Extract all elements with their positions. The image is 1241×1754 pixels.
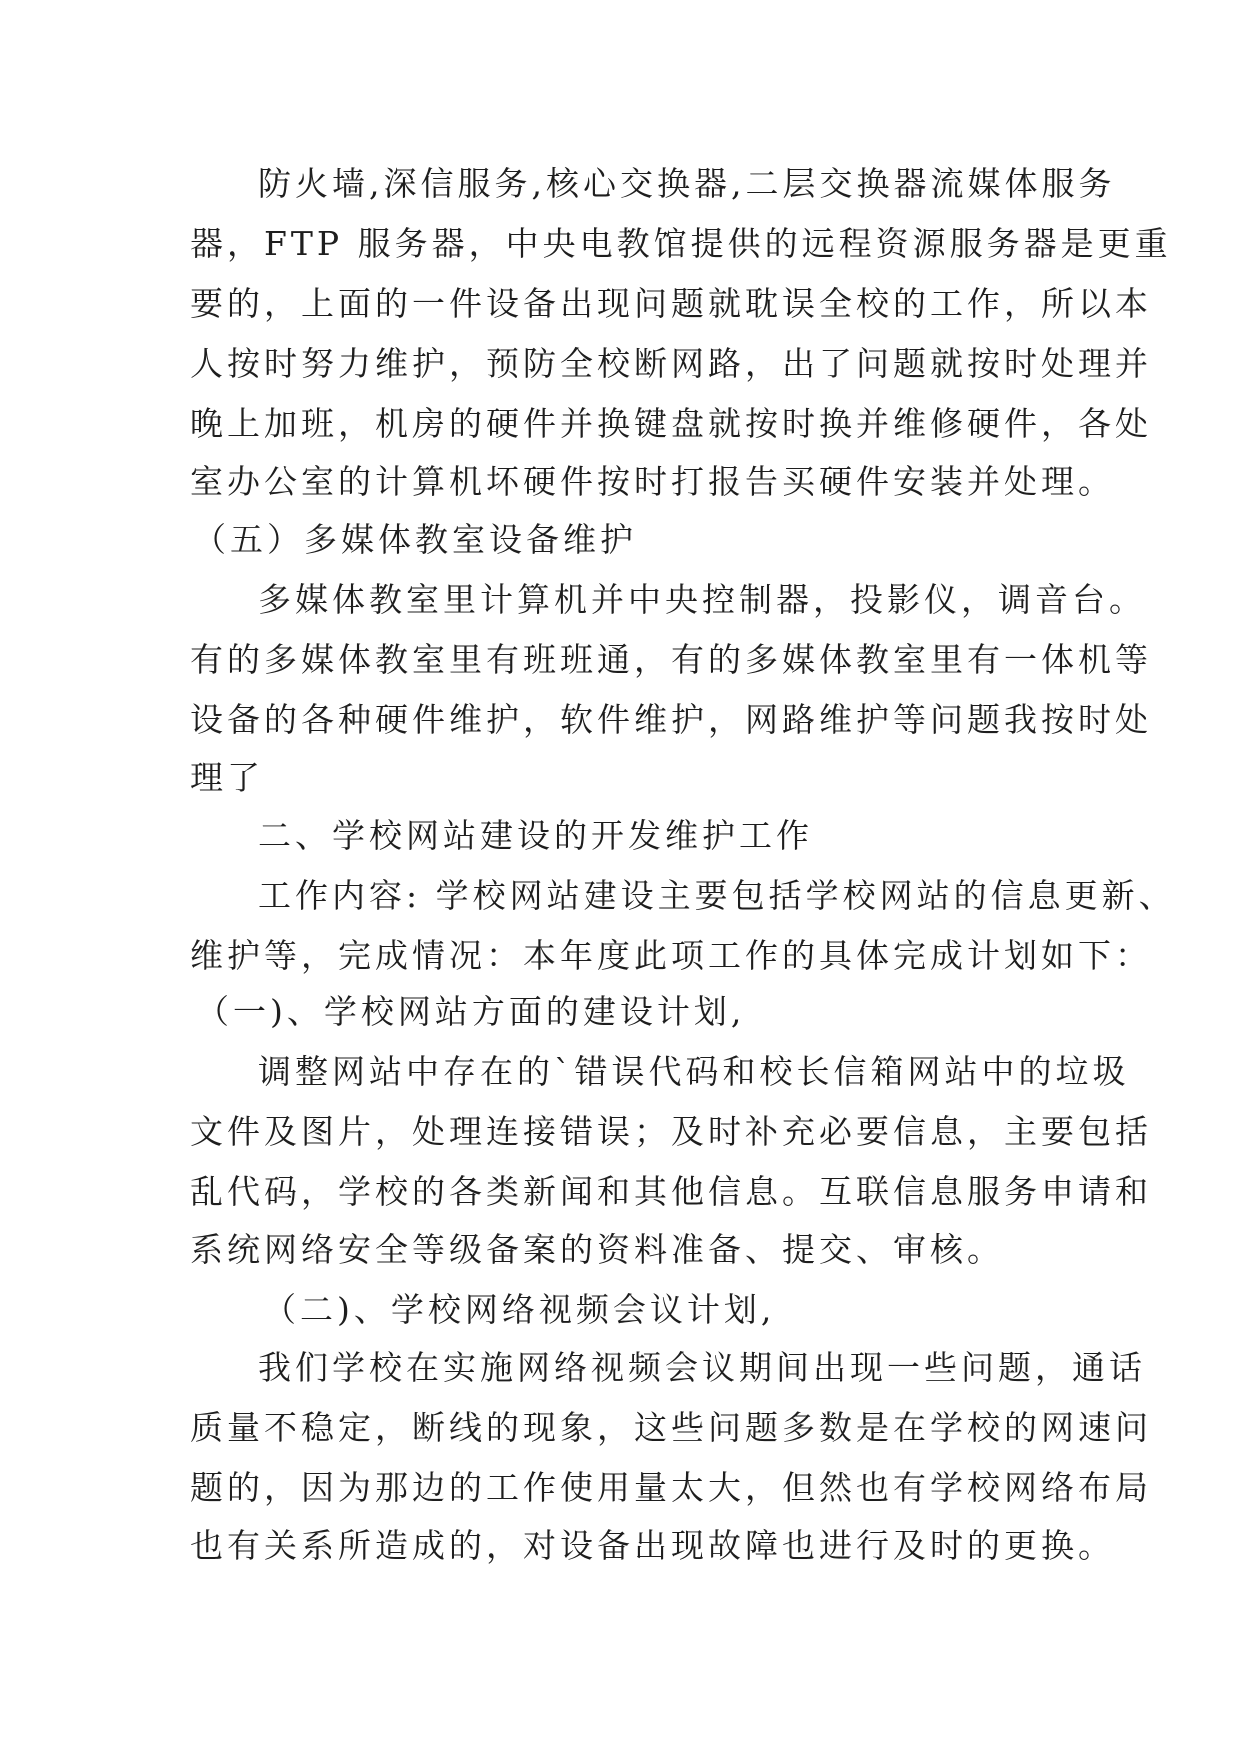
section-heading: 二、学校网站建设的开发维护工作 (258, 816, 813, 855)
paragraph-line: 题的，因为那边的工作使用量太大，但然也有学校网络布局 (190, 1468, 1152, 1507)
paragraph-line: 设备的各种硬件维护，软件维护，网路维护等问题我按时处 (190, 700, 1152, 739)
paragraph-line: 我们学校在实施网络视频会议期间出现一些问题，通话 (258, 1348, 1146, 1387)
paragraph-line: 有的多媒体教室里有班班通，有的多媒体教室里有一体机等 (190, 640, 1152, 679)
paragraph-line: 多媒体教室里计算机并中央控制器，投影仪，调音台。 (258, 580, 1146, 619)
paragraph-line: 乱代码，学校的各类新闻和其他信息。互联信息服务申请和 (190, 1172, 1152, 1211)
paragraph-line: 文件及图片，处理连接错误；及时补充必要信息，主要包括 (190, 1112, 1152, 1151)
paragraph-line: 室办公室的计算机坏硬件按时打报告买硬件安装并处理。 (190, 462, 1115, 501)
section-heading: （五）多媒体教室设备维护 (193, 520, 637, 559)
paragraph-line: 质量不稳定，断线的现象，这些问题多数是在学校的网速问 (190, 1408, 1152, 1447)
paragraph-line: 调整网站中存在的`错误代码和校长信箱网站中的垃圾 (258, 1052, 1130, 1091)
paragraph-line: 防火墙,深信服务,核心交换器,二层交换器流媒体服务 (258, 164, 1116, 203)
section-heading: （二)、学校网络视频会议计划, (263, 1290, 776, 1329)
paragraph-line: 器，FTP 服务器，中央电教馆提供的远程资源服务器是更重 (190, 224, 1172, 263)
paragraph-line: 人按时努力维护，预防全校断网路，出了问题就按时处理并 (190, 344, 1152, 383)
paragraph-line: 工作内容: 学校网站建设主要包括学校网站的信息更新、 (258, 876, 1176, 915)
paragraph-line: 系统网络安全等级备案的资料准备、提交、审核。 (190, 1230, 1004, 1269)
paragraph-line: 理了 (190, 758, 264, 797)
paragraph-line: 要的，上面的一件设备出现问题就耽误全校的工作，所以本 (190, 284, 1152, 323)
paragraph-line: 晚上加班，机房的硬件并换键盘就按时换并维修硬件，各处 (190, 404, 1152, 443)
section-heading: （一)、学校网站方面的建设计划, (196, 992, 746, 1031)
paragraph-line: 也有关系所造成的，对设备出现故障也进行及时的更换。 (190, 1526, 1115, 1565)
paragraph-line: 维护等，完成情况：本年度此项工作的具体完成计划如下： (190, 936, 1152, 975)
